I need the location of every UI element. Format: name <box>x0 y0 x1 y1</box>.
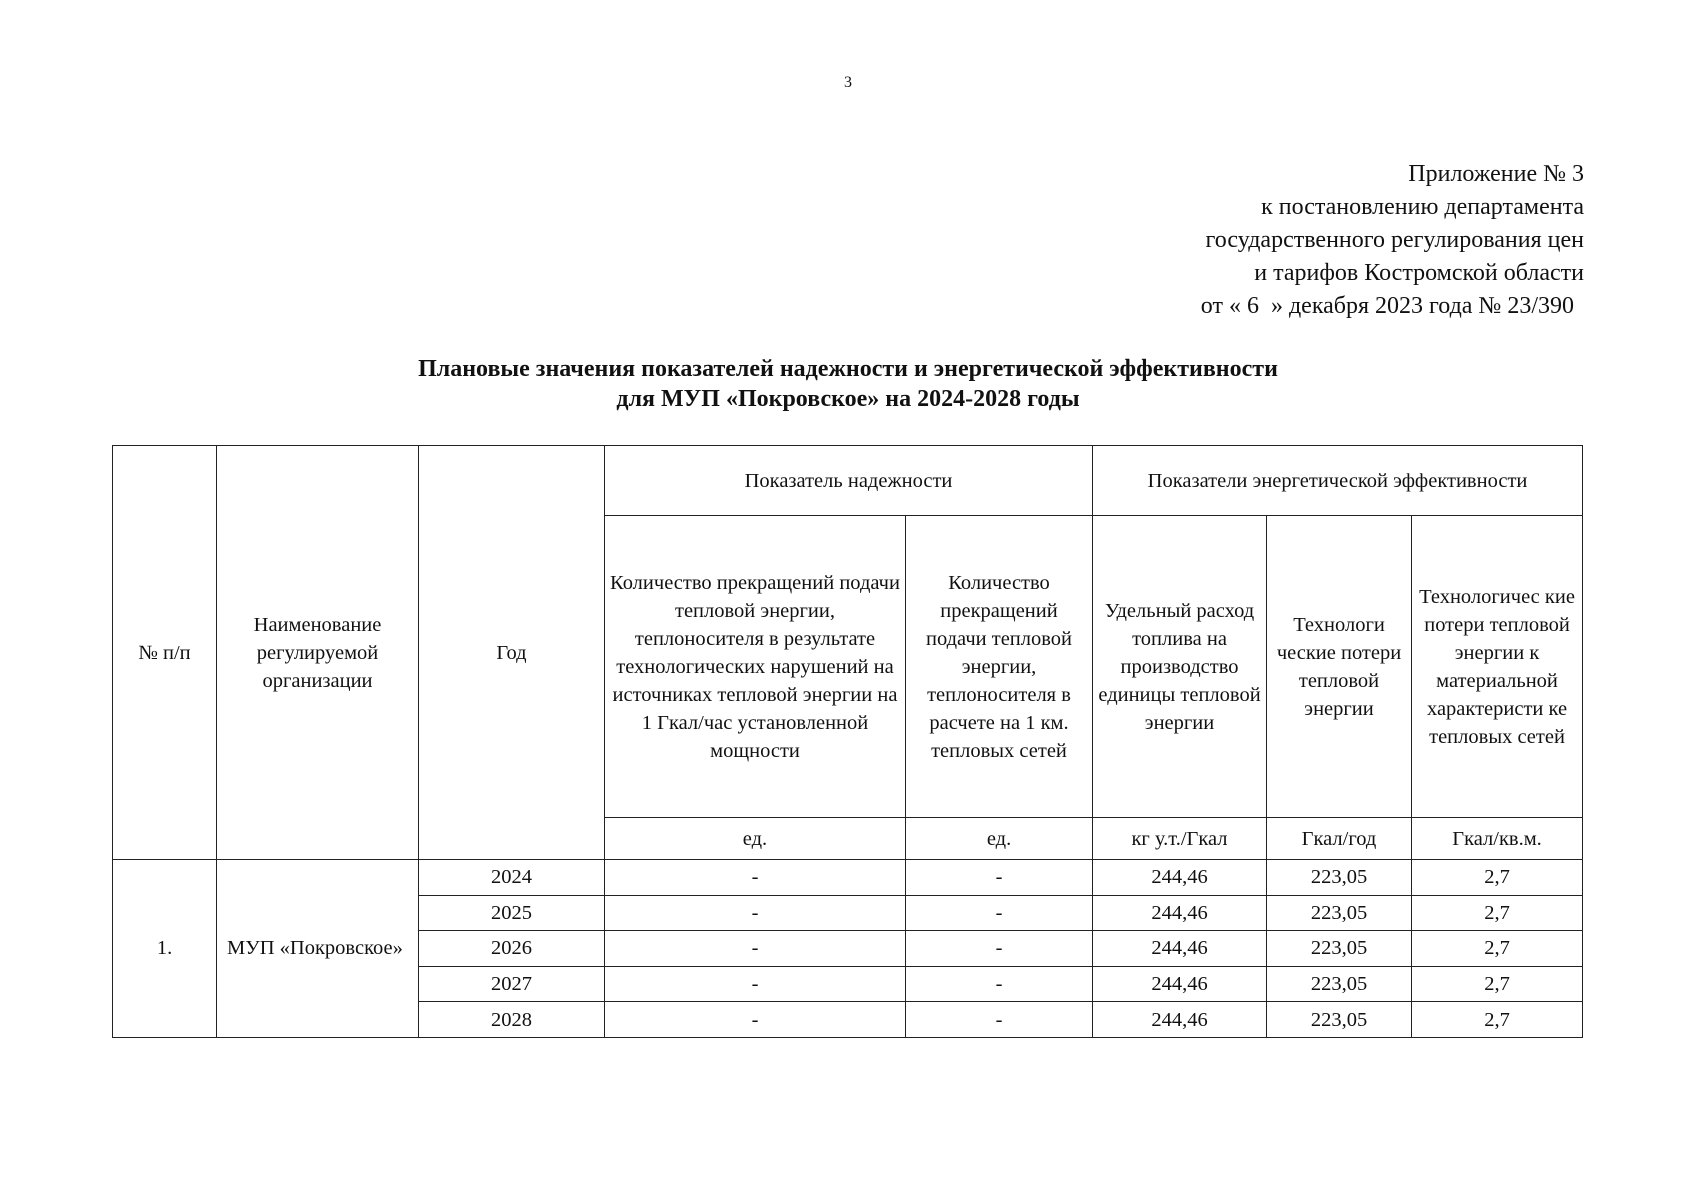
cell-col4: 223,05 <box>1267 860 1412 896</box>
cell-col1: - <box>605 931 906 967</box>
header-reliability-group: Показатель надежности <box>605 446 1093 516</box>
unit-col2: ед. <box>906 818 1093 860</box>
appendix-line-2: к постановлению департамента <box>1261 194 1584 220</box>
header-efficiency-group: Показатели энергетической эффективности <box>1093 446 1583 516</box>
entry-number: 1. <box>113 860 217 1038</box>
cell-col4: 223,05 <box>1267 895 1412 931</box>
header-specific-fuel-consumption: Удельный расход топлива на производство единицы тепловой энергии <box>1093 516 1267 818</box>
cell-col1: - <box>605 966 906 1002</box>
header-technological-losses: Технологи ческие потери тепловой энергии <box>1267 516 1412 818</box>
header-interruptions-per-km: Количество прекращений подачи тепловой энергии, теплоносителя в расчете на 1 км. тепловых сетей <box>906 516 1093 818</box>
cell-year: 2028 <box>419 1002 605 1038</box>
appendix-line-1: Приложение № 3 <box>1408 161 1584 187</box>
cell-year: 2025 <box>419 895 605 931</box>
header-year: Год <box>419 446 605 860</box>
indicators-table <box>112 445 1583 1038</box>
cell-col1: - <box>605 860 906 896</box>
cell-col2: - <box>906 895 1093 931</box>
cell-col4: 223,05 <box>1267 966 1412 1002</box>
header-organization: Наименование регулируемой организации <box>217 446 419 860</box>
cell-col5: 2,7 <box>1412 860 1583 896</box>
cell-year: 2024 <box>419 860 605 896</box>
cell-year: 2027 <box>419 966 605 1002</box>
title-line-1: Плановые значения показателей надежности и энергетической эффективности <box>418 356 1278 382</box>
cell-col2: - <box>906 931 1093 967</box>
unit-col1: ед. <box>605 818 906 860</box>
cell-col5: 2,7 <box>1412 1002 1583 1038</box>
cell-col3: 244,46 <box>1093 895 1267 931</box>
header-losses-to-network-characteristic: Технологичес кие потери тепловой энергии к материальной характеристи ке тепловых сетей <box>1412 516 1583 818</box>
cell-col5: 2,7 <box>1412 895 1583 931</box>
title-line-2: для МУП «Покровское» на 2024-2028 годы <box>616 386 1080 412</box>
appendix-line-3: государственного регулирования цен <box>1205 227 1584 253</box>
cell-col4: 223,05 <box>1267 1002 1412 1038</box>
cell-col5: 2,7 <box>1412 931 1583 967</box>
document-title <box>0 354 1696 414</box>
cell-col2: - <box>906 860 1093 896</box>
cell-col4: 223,05 <box>1267 931 1412 967</box>
table-row <box>113 860 1583 896</box>
cell-col1: - <box>605 1002 906 1038</box>
appendix-line-4: и тарифов Костромской области <box>1254 260 1584 286</box>
cell-col2: - <box>906 1002 1093 1038</box>
header-interruptions-per-gcal: Количество прекращений подачи тепловой энергии, теплоносителя в результате технологических нарушений на источниках тепловой энергии на 1 Гкал/час установленной мощности <box>605 516 906 818</box>
cell-col3: 244,46 <box>1093 860 1267 896</box>
page-number: 3 <box>844 74 852 91</box>
unit-col3: кг у.т./Гкал <box>1093 818 1267 860</box>
cell-col5: 2,7 <box>1412 966 1583 1002</box>
cell-col3: 244,46 <box>1093 966 1267 1002</box>
cell-col2: - <box>906 966 1093 1002</box>
cell-year: 2026 <box>419 931 605 967</box>
unit-col5: Гкал/кв.м. <box>1412 818 1583 860</box>
cell-col3: 244,46 <box>1093 931 1267 967</box>
cell-col1: - <box>605 895 906 931</box>
cell-col3: 244,46 <box>1093 1002 1267 1038</box>
appendix-date-line: от « 6 » декабря 2023 года № 23/390 <box>1200 293 1574 319</box>
header-number: № п/п <box>113 446 217 860</box>
entry-organization: МУП «Покровское» <box>217 860 419 1038</box>
appendix-block <box>1201 158 1584 323</box>
unit-col4: Гкал/год <box>1267 818 1412 860</box>
